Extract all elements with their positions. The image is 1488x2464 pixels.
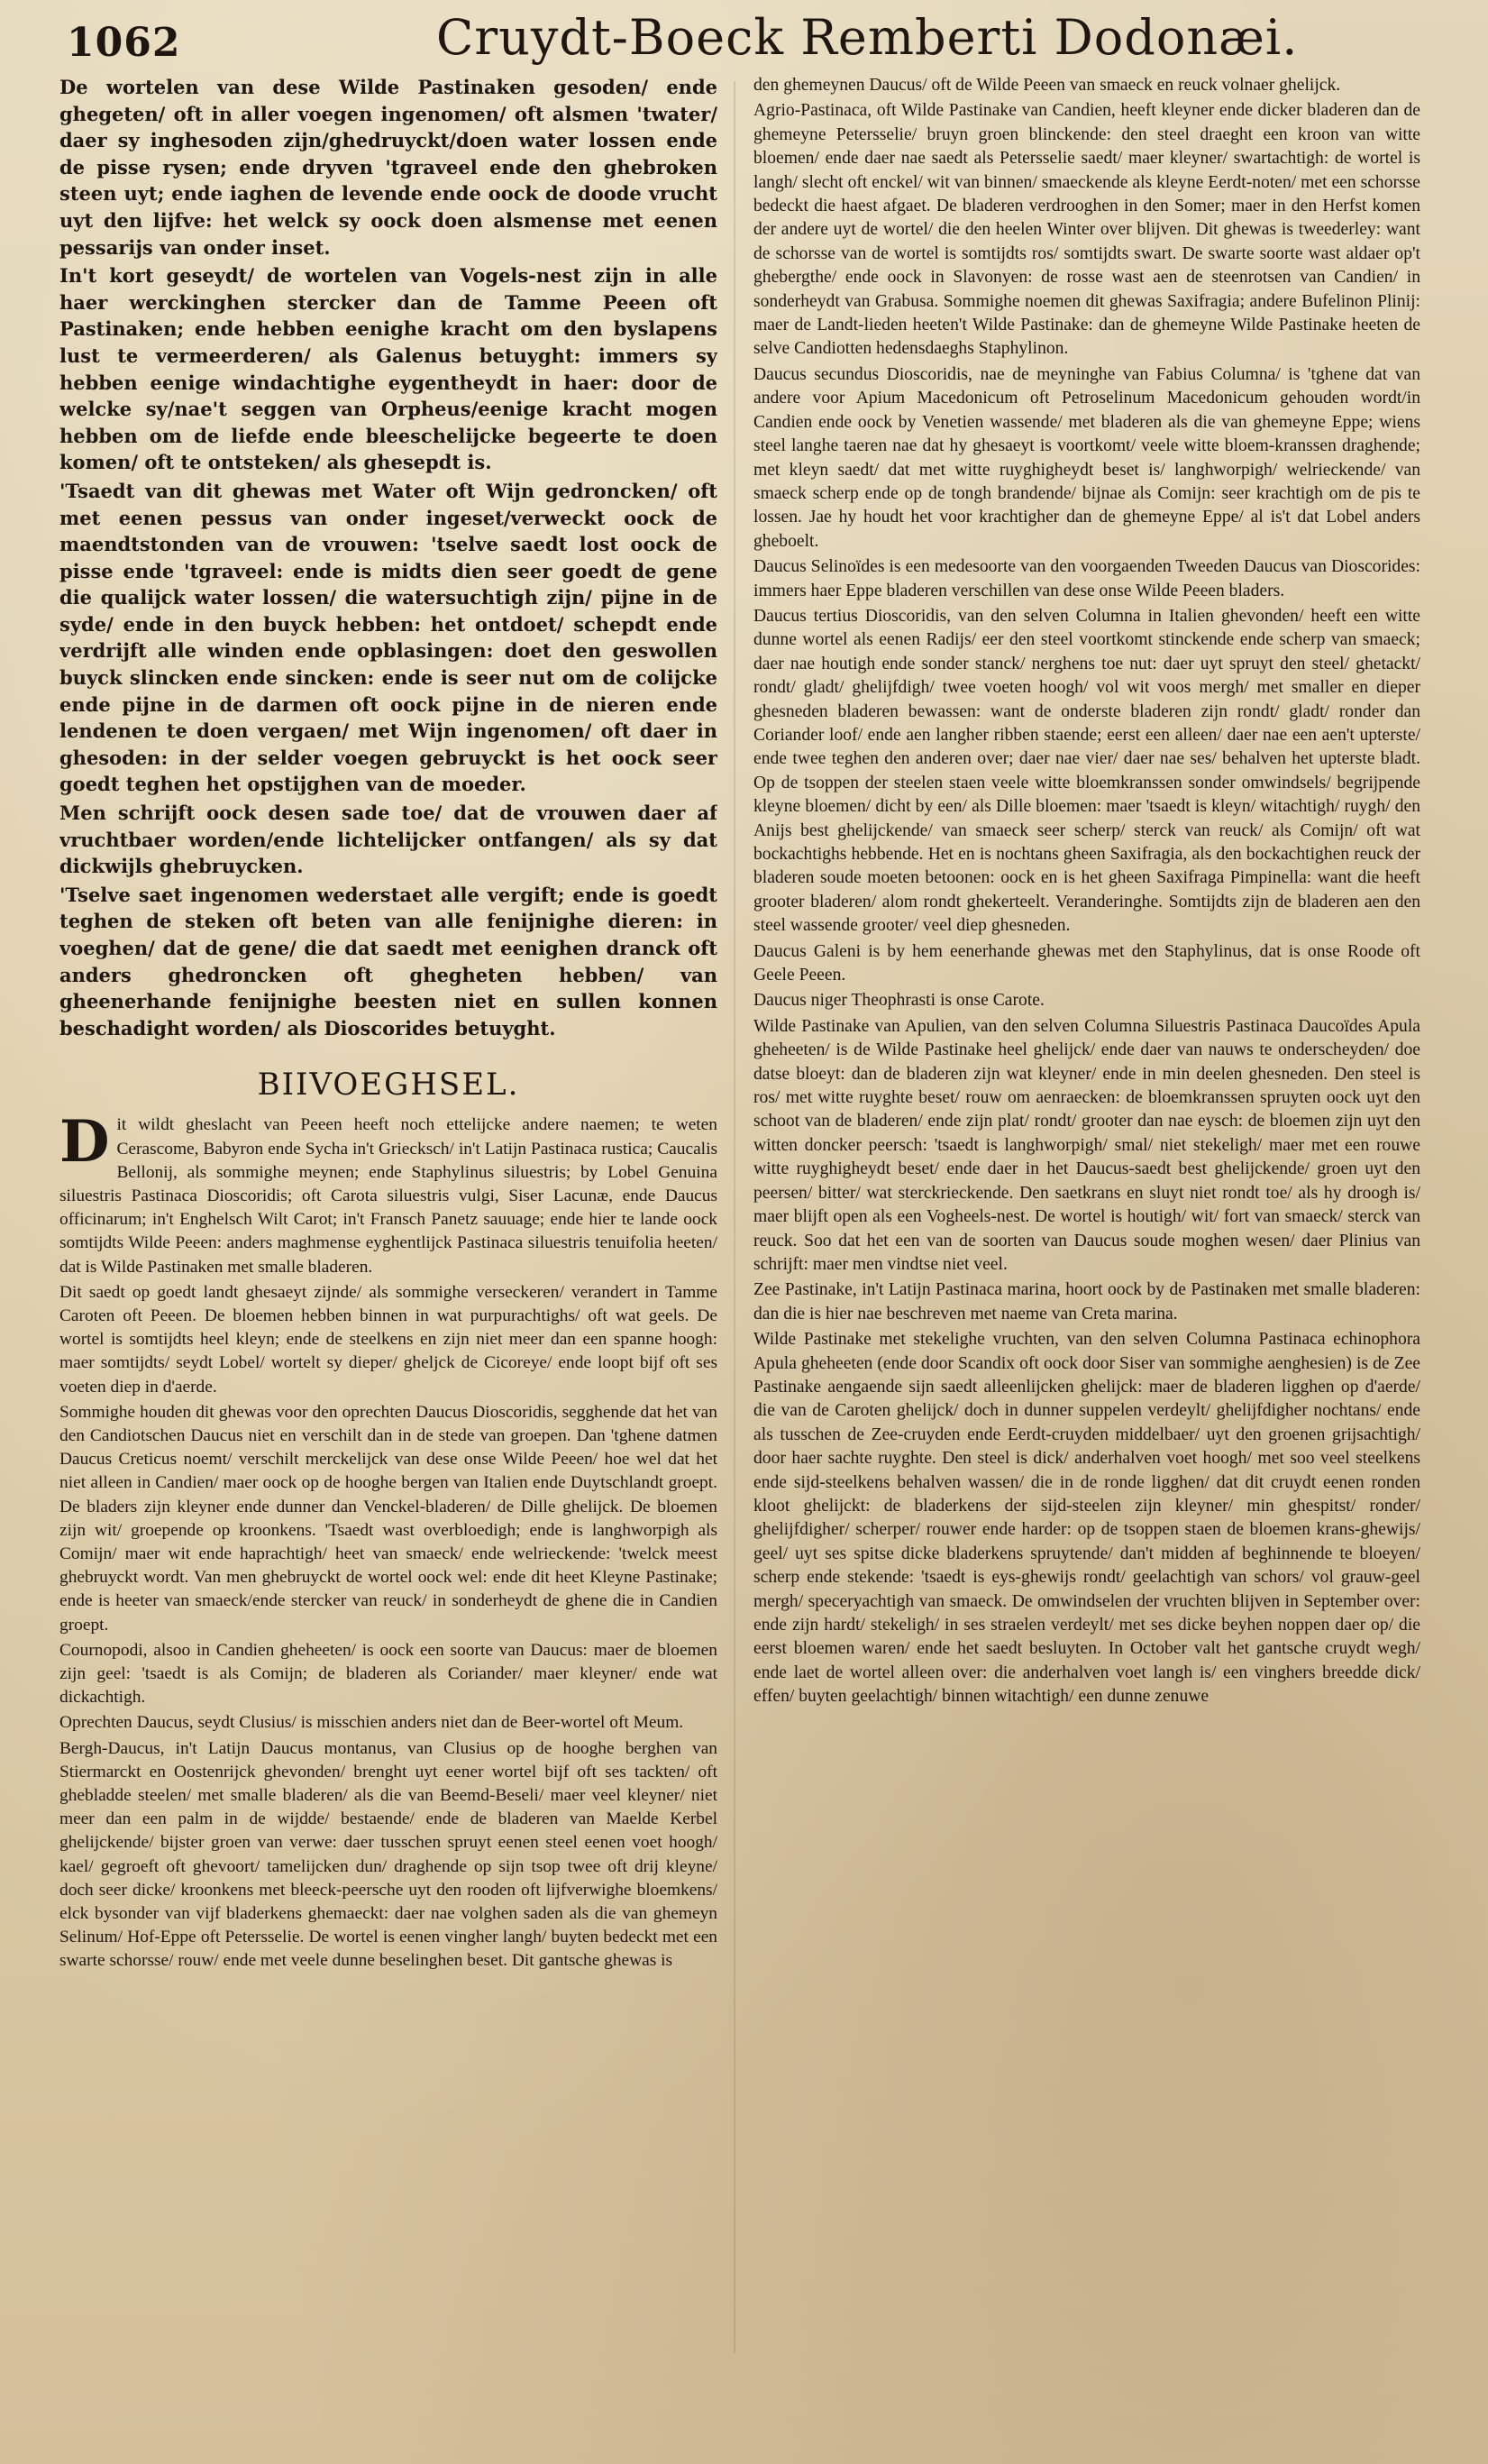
paragraph: Zee Pastinake, in't Latijn Pastinaca marina, hoort oock by de Pastinaken met smalle bladeren: dan die is hier nae beschreven met naeme van Creta marina.: [753, 1280, 1420, 1324]
right-column: [753, 74, 1420, 2428]
paragraph: Daucus Galeni is by hem eenerhande ghewas met den Staphylinus, dat is onse Roode oft Geele Peeen.: [753, 941, 1420, 985]
paragraph: Men schrijft oock desen sade toe/ dat de vrouwen daer af vruchtbaer worden/ende lichtelijcker ontfangen/ als sy dat dickwijls ghebruycken.: [59, 801, 717, 878]
addendum-paragraph: Bergh-Daucus, in't Latijn Daucus montanus, van Clusius op de hooghe berghen van Stiermarckt en Oostenrijck ghevonden/ brenght uyt eener wortel bijf oft ses tackten/ oft ghebladde steelen/ met smalle bladeren/ als die van Beemd-Beseli/ maer veel kleyner/ niet meer dan een palm in de wijdde/ bestaende/ ende de bladeren van Maelde Kerbel ghelijckende/ bijster groen van verwe: daer tusschen spruyt eenen steel eenen voet hoogh/ kael/ gegroeft oft ghevoort/ tamelijcken dun/ draghende op sijn tsop twee oft drij kleyne/ doch seer dicke/ kroonkens met bleeck-peersche uyt den rooden oft lijfverwighe bloemkens/ elck bysonder van vijf bladerkens ghemaeckt: daer nae volghen saden als die van ghemeyn Selinum/ Hof-Eppe oft Petersselie. De wortel is eenen vingher langh/ buyten bedeckt met een swarte schorsse/ rouw/ ende met veele dunne beselinghen beset. Dit gantsche ghewas is: [59, 1738, 717, 1971]
column-gutter: [734, 81, 735, 2353]
addendum-paragraph: Dit saedt op goedt landt ghesaeyt zijnde/ als sommighe verseckeren/ verandert in Tamme Caroten oft Peeen. De bloemen hebben binnen in wat purpurachtighs/ oft wat geels. De wortel is somtijdts heel kleyn; ende de steelkens en zijn niet meer dan een spanne hoogh: maer somtijdts/ seydt Lobel/ wortelt sy dieper/ gheljck de Cicoreye/ ende loopt bijf oft ses voeten diep in d'aerde.: [59, 1282, 717, 1397]
addendum-text: it wildt gheslacht van Peeen heeft noch ettelijcke andere naemen; te weten Cerascome, Babyron ende Sycha in't Griecksch/ in't Latijn Pastinaca rustica; Caucalis Bellonij, als sommighe meynen; ende Staphylinus siluestris; by Lobel Genuina siluestris Pastinaca Dioscoridis; oft Carota siluestris vulgi, Siser Lacunæ, ende Daucus officinarum; in't Enghelsch Wilt Carot; in't Fransch Panetz sauuage; ende hier te lande oock somtijdts Wilde Peeen: anders maghmense eyghentlijck Pastinaca siluestris tenuifolia heeten/ dat is Wilde Pastinaken met smalle bladeren.: [59, 1115, 717, 1277]
paragraph: Wilde Pastinake van Apulien, van den selven Columna Siluestris Pastinaca Daucoïdes Apula gheheeten/ is de Wilde Pastinake heel ghelijck/ ende daer van nauws te onderscheyden/ doe datse bloeyt: dan de bladeren zijn wat kleyner/ ende in min deelen ghesneden. Den steel is ros/ met witte ruyghte beset/ rouw om aenraecken: de bloemkranssen spruyten oock uyt den schoot van de bladeren/ ende zijn plat/ rondt/ grooter dan nae eysch: de bloemen zijn uyt den witten doncker peersch: 'tsaedt is langhworpigh/ smal/ niet stekeligh/ maer met een rouwe witte ruyghigheydt beset/ ende daer in het Daucus-saedt best ghelijckende/ groen uyt den peersen/ bitter/ wat sterckrieckende. Den saetkrans en sluyt niet rondt toe/ als hy droogh is/ maer blijft open als een Vogheels-nest. De wortel is houtigh/ wit/ fort van smaeck/ sterck van reuck. Soo dat het een van de soorten van Daucus soude moghen wesen/ daer Plinius van schrijft: maer men vindtse niet veel.: [753, 1016, 1420, 1274]
addendum-paragraph: Sommighe houden dit ghewas voor den oprechten Daucus Dioscoridis, segghende dat het van den Candiotschen Daucus niet en verschilt dan in de stede van groepen. Dan 'tghene datmen Daucus Creticus noemt/ verschilt merckelijck van dese onse Wilde Peeen/ hoe wel dat het niet alleen in Candien/ maer oock op de hooghe bergen van Italien ende Duytschlandt groept. De bladers zijn kleyner ende dunner dan Venckel-bladeren/ de Dille ghelijck. De bloemen zijn wit/ groepende op kroonkens. 'Tsaedt wast overbloedigh; ende is langhworpigh als Comijn/ maer wit ende haprachtigh/ heet van smaeck/ ende welrieckende: 'twelck meest ghebruyckt wordt. Van men ghebruyckt de wortel oock wel: ende dit heet Kleyne Pastinake; ende is heeter van smaeck/ende stercker van reuck/ in sonderheydt de ghene die in Candien groept.: [59, 1402, 717, 1635]
paragraph: 'Tselve saet ingenomen wederstaet alle vergift; ende is goedt teghen de steken oft beten van alle fenijnighe dieren: in voeghen/ dat de gene/ die dat saedt met eenighen dranck oft anders ghedroncken oft ghegheten hebben/ van gheenerhande fenijnighe beesten niet en sullen konnen beschadight worden/ als Dioscorides betuyght.: [59, 883, 717, 1040]
paragraph: In't kort geseydt/ de wortelen van Vogels-nest zijn in alle haer werckinghen stercker dan de Tamme Peeen oft Pastinaken; ende hebben eenighe kracht om den byslapens lust te vermeerderen/ als Galenus betuyght: immers sy hebben eenige windachtighe eygentheydt in haer: door de welcke sy/nae't seggen van Orpheus/eenige kracht mogen hebben om de liefde ende bleeschelijcke begeerte te doen komen/ oft te ontsteken/ als ghesepdt is.: [59, 264, 717, 474]
paragraph: den ghemeynen Daucus/ oft de Wilde Peeen van smaeck en reuck volnaer ghelijck.: [753, 76, 1341, 95]
paragraph: De wortelen van dese Wilde Pastinaken gesoden/ ende ghegeten/ oft in aller voegen ingenomen/ oft alsmen 'twater/ daer sy inghesoden zijn/ghedruyckt/doen water lossen ende de pisse rysen; ende dryven 'tgraveel ende den ghebroken steen uyt; ende iaghen de levende ende oock de doode vrucht uyt den lijfve: het welck sy oock doen alsmense met eenen pessarijs van onder inset.: [59, 76, 717, 259]
section-title: BIIVOEGHSEL.: [257, 1067, 520, 1104]
addendum-paragraph: [59, 1108, 717, 1278]
paragraph: Daucus tertius Dioscoridis, van den selven Columna in Italien ghevonden/ heeft een witte dunne wortel als eenen Radijs/ eer den steel voortkomt stinckende ende scherp van smaeck; daer nae houtigh ende sonder stanck/ nerghens toe nut: daer uyt spruyt den steel/ ghetackt/ rondt/ gladt/ ghelijfdigh/ twee voeten hoogh/ vol wit voos mergh/ met smaller en dieper ghesneden bladeren bewassen: want de onderste bladeren zijn rondt/ gladt/ ronder dan Coriander loof/ ende aen langher ribben staende; eerst een alleen/ daer nae een aen't upterste/ ende twee teghen den anderen over; daer nae vier/ daer nae ses/ behalven het upterste bladt. Op de tsoppen der steelen staen veele witte bloemkranssen sonder omwindsels/ begrijpende kleyne bloemen/ dicht by een/ als Dille bloemen: maer 'tsaedt is kleyn/ witachtigh/ ruygh/ den Anijs best ghelijckende/ van smaeck seer scherp/ sterck van reuck/ als Comijn/ oft wat bockachtighs hebbende. Het en is nochtans gheen Saxifragia, als den bockachtighen reuck der bladeren soude moeten betoonen: oock en is het gheen Saxifraga Pimpinella: want die heeft grooter bladeren/ alom rondt ghekerteelt. Veranderinghe. Somtijdts zijn de bladeren aen den steel wassende grooter/ veel diep ghesneden.: [753, 606, 1420, 936]
page-number: 1062: [67, 20, 181, 66]
paragraph: Wilde Pastinake met stekelighe vruchten, van den selven Columna Pastinaca echinophora Apula gheheeten (ende door Scandix oft oock door Siser van sommighe aenghesien) is de Zee Pastinake aengaende sijn saedt alleenlijcken ghelijck: maer de bladeren ligghen op d'aerde/ die van de Caroten ghelijck/ doch in dunner suppelen verdeylt/ ghelijfdigher nochtans/ ende als tusschen de Zee-cruyden ende Eerdt-cruyden middelbaer/ uyt den groenen grijsachtigh/ door haer sachte ruyghte. Den steel is dick/ anderhalven voet hoogh/ met soo veel steelkens ende sijd-steelkens behalven wassen/ die in de ronde ligghen/ dat dit cruydt eenen ronden kloot ghelijckt: de bladerkens der sijd-steelen zijn kleyner/ min ghespitst/ ronder/ ghelijfdigher/ scherper/ rouwer ende harder: op de tsoppen staen de bloemen krans-ghewijs/ geel/ uyt ses spitse dicke bladerkens spruytende/ dan't midden af beghinnende te bloeyen/ scherp ende stekende: 'tsaedt is eys-ghewijs rondt/ geelachtigh van schors/ vol grauw-geel mergh/ speceryachtigh van smaeck. De omwindselen der vruchten blijven in September over: ende zijn hardt/ stekeligh/ in ses straelen verdeylt/ met ses dicke beyhen noppen daer op/ die eerst bloemen waren/ ende het saedt besluyten. In October valt het gantsche cruydt wegh/ ende laet de wortel alleen over: die anderhalven voet langh is/ een vinghers breedde dick/ effen/ buyten geelachtigh/ binnen witachtigh/ een dunne zenuwe: [753, 1330, 1420, 1707]
drop-cap: D: [59, 1108, 110, 1177]
running-title: Cruydt-Boeck Remberti Dodonæi.: [436, 9, 1299, 66]
addendum-paragraph: Cournopodi, alsoo in Candien gheheeten/ is oock een soorte van Daucus: maer de bloemen zijn geel: 'tsaedt is als Comijn; de bladeren als Coriander/ maer kleyner/ ende wat dickachtigh.: [59, 1640, 717, 1708]
paragraph: Agrio-Pastinaca, oft Wilde Pastinake van Candien, heeft kleyner ende dicker bladeren dan de ghemeyne Petersselie/ bruyn groen blinckende: den steel draeght een kroon van witte bloemen/ ende daer nae saedt als Petersselie saedt/ maer kleyner/ swartachtigh: de wortel is langh/ slecht oft enckel/ wit van binnen/ smaeckende als kleyne Eerdt-noten/ met een schorsse bedeckt die haest afgaet. De bladeren verdrooghen in den Somer; maer in den Herfst komen der andere uyt de wortel/ die den heelen Winter over blijven. Dit ghewas is tweederley: want de schorsse van de wortel is somtijdts ros/ somtijdts swart. De swarte soorte wast aldaer op't ghebergthe/ ende oock in Slavonyen: de rosse wast aen de steenrotsen van Candien/ in sonderheydt van Grabusa. Sommighe noemen dit ghewas Saxifragia; andere Bufelinon Plinij: maer de Landt-lieden heeten't Wilde Pastinake: dan de ghemeyne Wilde Pastinake heeten de selve Candiotten hedensdaeghs Staphylinon.: [753, 101, 1420, 359]
paragraph: Daucus niger Theophrasti is onse Carote.: [753, 991, 1045, 1011]
paragraph: 'Tsaedt van dit ghewas met Water oft Wijn gedroncken/ oft met eenen pessus van onder ingeset/verweckt oock de maendtstonden van de vrouwen: 'tselve saedt lost oock de pisse ende 'tgraveel: ende is midts dien seer goedt de gene die qualijck water lossen/ die watersuchtigh zijn/ pijne in de syde/ ende in den buyck hebben: het ontdoet/ schepdt ende verdrijft alle winden ende opblasingen: doet den geswollen buyck slincken ende sincken: ende is seer nut om de colijcke ende pijne in de darmen oft oock pijne in de nieren ende lendenen te doen vergaen/ met Wijn ingenomen/ oft daer in ghesoden: in der selder voegen gebruyckt is het oock seer goedt teghen het opstijghen van de moeder.: [59, 479, 717, 796]
paragraph: Daucus Selinoïdes is een medesoorte van den voorgaenden Tweeden Daucus van Dioscorides: immers haer Eppe bladeren verschillen van dese onse Wilde Peeen bladers.: [753, 557, 1420, 600]
left-column: [59, 74, 717, 2428]
addendum-paragraph: Oprechten Daucus, seydt Clusius/ is misschien anders niet dan de Beer-wortel oft Meum.: [59, 1713, 684, 1733]
paragraph: Daucus secundus Dioscoridis, nae de meyninghe van Fabius Columna/ is 'tghene dat van andere voor Apium Macedonicum oft Petroselinum Macedonicum gehouden wordt/in Candien ende oock by Venetien wassende/ met bladeren als die van ghemeyne Eppe; wiens steel langhe taeren nae dat hy ghesaeyt is voortkomt/ veele witte bloem-kranssen draghende; met kleyn saedt/ dat met witte ruyghigheydt beset is/ langhworpigh/ welrieckende/ van smaeck scherp ende op de tongh brandende/ bijnae als Comijn: seer krachtigh om de pis te lossen. Jae hy houdt het voor krachtigher dan de ghemeyne Eppe/ al is't dat Lobel anders gheboelt.: [753, 364, 1420, 551]
